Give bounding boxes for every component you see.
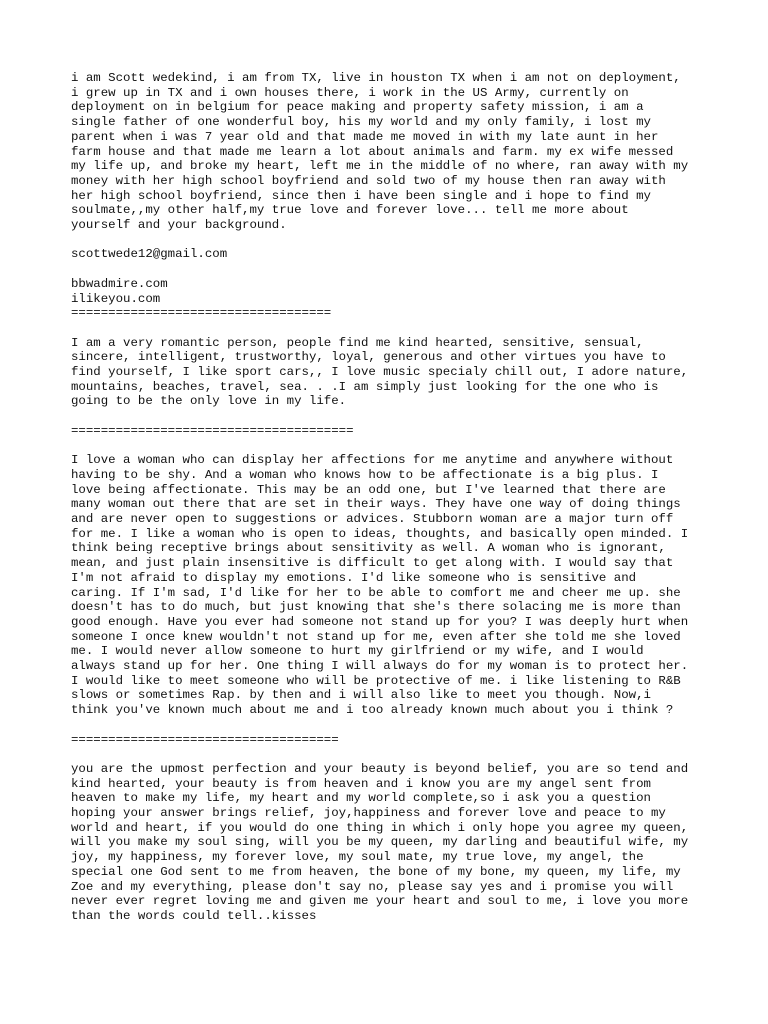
text-line: kind hearted, your beauty is from heaven and i know you are my angel sent from xyxy=(71,776,651,791)
text-line: you are the upmost perfection and your beauty is beyond belief, you are so tend and xyxy=(71,761,689,776)
text-line: doesn't has to do much, but just knowing that she's there solacing me is more than xyxy=(71,600,681,615)
text-line: i grew up in TX and i own houses there, i work in the US Army, currently on xyxy=(71,85,629,100)
text-line: think you've known much about me and i too already known much about you i think ? xyxy=(71,703,674,718)
woman-paragraph xyxy=(71,453,711,718)
text-line: deployment on in belgium for peace making and property safety mission, i am a xyxy=(71,100,644,115)
text-line: going to be the only love in my life. xyxy=(71,394,347,409)
text-line: her high school boyfriend, since then i have been single and i hope to find my xyxy=(71,188,651,203)
text-line: world and heart, if you would do one thing in which i only hope you agree my queen, xyxy=(71,820,689,835)
text-line: special one God sent to me from heaven, the bone of my bone, my queen, my life, my xyxy=(71,864,681,879)
text-line: me. I would never allow someone to hurt my girlfriend or my wife, and I would xyxy=(71,644,644,659)
text-line: someone I once knew wouldn't not stand up for me, even after she told me she loved xyxy=(71,629,681,644)
text-line: yourself and your background. xyxy=(71,218,287,233)
text-line: love being affectionate. This may be an odd one, but I've learned that there are xyxy=(71,482,666,497)
text-line: heaven to make my life, my heart and my world complete,so i ask you a question xyxy=(71,791,651,806)
text-line: money with her high school boyfriend and sold two of my house then ran away with xyxy=(71,173,666,188)
text-line: think being receptive brings about sensitivity as well. A woman who is ignorant, xyxy=(71,541,666,556)
text-line: mean, and just plain insensitive is difficult to get along with. I would say that xyxy=(71,556,674,571)
text-line: joy, my happiness, my forever love, my soul mate, my true love, my angel, the xyxy=(71,850,644,865)
intro-paragraph xyxy=(71,71,711,233)
document-page xyxy=(71,71,711,924)
text-line: I love a woman who can display her affections for me anytime and anywhere without xyxy=(71,453,674,468)
text-line: parent when i was 7 year old and that made me moved in with my late aunt in her xyxy=(71,129,659,144)
romantic-paragraph xyxy=(71,336,711,410)
email-address: scottwede12@gmail.com xyxy=(71,247,228,262)
text-line: good enough. Have you ever had someone not stand up for you? I was deeply hurt when xyxy=(71,614,689,629)
site-name: ilikeyou.com xyxy=(71,291,161,306)
text-line: I am a very romantic person, people find me kind hearted, sensitive, sensual, xyxy=(71,335,644,350)
text-line: my life up, and broke my heart, left me in the middle of no where, ran away with my xyxy=(71,159,689,174)
text-line: than the words could tell..kisses xyxy=(71,908,317,923)
text-line: mountains, beaches, travel, sea. . .I am simply just looking for the one who is xyxy=(71,379,659,394)
text-line: never ever regret loving me and given me your heart and soul to me, i love you more xyxy=(71,894,689,909)
text-line: I would like to meet someone who will be protective of me. i like listening to R&B xyxy=(71,673,681,688)
text-line: hoping your answer brings relief, joy,happiness and forever love and peace to my xyxy=(71,806,666,821)
text-line: farm house and that made me learn a lot about animals and farm. my ex wife messed xyxy=(71,144,674,159)
divider-line: =================================== xyxy=(71,306,332,321)
text-line: single father of one wonderful boy, his my world and my only family, i lost my xyxy=(71,115,651,130)
text-line: many woman out there that are set in their ways. They have one way of doing things xyxy=(71,497,681,512)
closing-paragraph xyxy=(71,762,711,924)
text-line: having to be shy. And a woman who knows how to be affectionate is a big plus. I xyxy=(71,467,659,482)
text-line: will you make my soul sing, will you be my queen, my darling and beautiful wife, my xyxy=(71,835,689,850)
text-line: soulmate,,my other half,my true love and forever love... tell me more about xyxy=(71,203,629,218)
text-line: caring. If I'm sad, I'd like for her to be able to comfort me and cheer me up. she xyxy=(71,585,681,600)
divider-line: ====================================== xyxy=(71,423,354,438)
text-line: find yourself, I like sport cars,, I love music specialy chill out, I adore nature, xyxy=(71,365,689,380)
text-line: i am Scott wedekind, i am from TX, live in houston TX when i am not on deployment, xyxy=(71,71,681,85)
text-line: sincere, intelligent, trustworthy, loyal, generous and other virtues you have to xyxy=(71,350,666,365)
text-line: I'm not afraid to display my emotions. I'd like someone who is sensitive and xyxy=(71,570,637,585)
text-line: Zoe and my everything, please don't say no, please say yes and i promise you will xyxy=(71,879,674,894)
site-name: bbwadmire.com xyxy=(71,276,168,291)
text-line: slows or sometimes Rap. by then and i will also like to meet you though. Now,i xyxy=(71,688,651,703)
divider-line: ==================================== xyxy=(71,732,339,747)
text-line: and are never open to suggestions or advices. Stubborn woman are a major turn off xyxy=(71,512,674,527)
text-line: for me. I like a woman who is open to ideas, thoughts, and basically open minded. I xyxy=(71,526,689,541)
text-line: always stand up for her. One thing I will always do for my woman is to protect her. xyxy=(71,659,689,674)
